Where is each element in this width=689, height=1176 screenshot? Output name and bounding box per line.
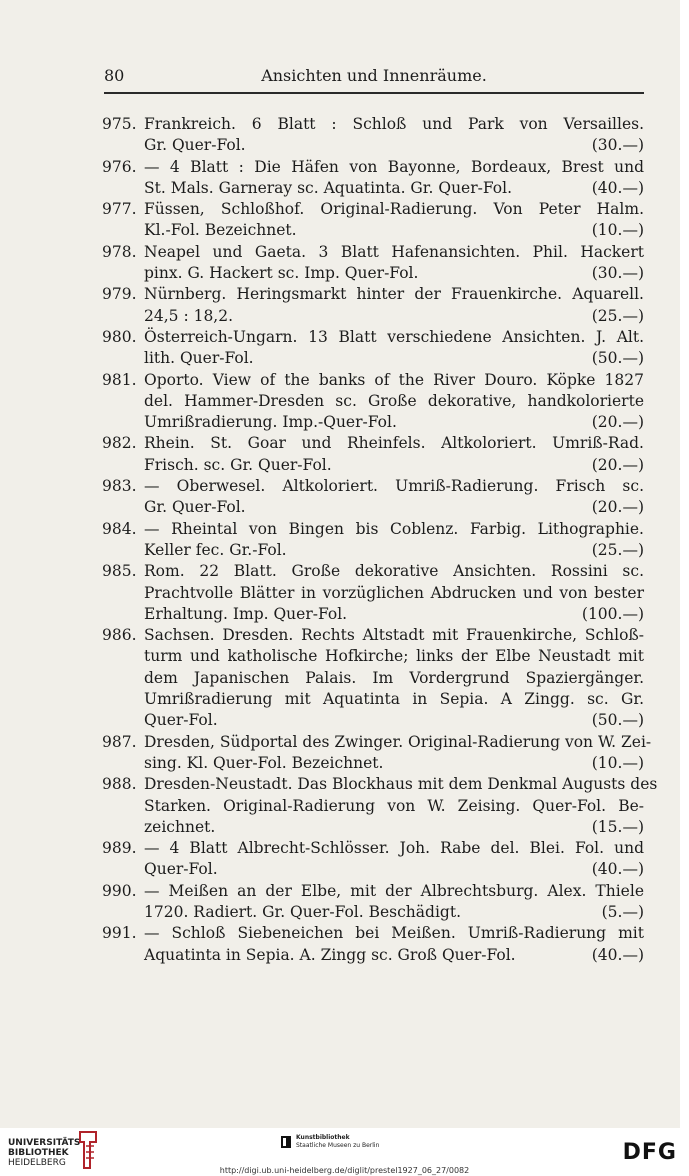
entry-price: (100.—) [581, 604, 644, 623]
page-number: 80 [104, 66, 125, 85]
entry-price: (10.—) [591, 221, 644, 240]
entry-price: (40.—) [591, 178, 644, 197]
entry-last-line [144, 604, 644, 625]
entry-line: Umrißradierung mit Aquatinta in Sepia. A Zingg. sc. Gr. [144, 690, 644, 709]
entry-line: — Schloß Siebeneichen bei Meißen. Umriß-Radierung mit [144, 924, 644, 943]
entry-number: 984. [102, 519, 137, 538]
entry-line: Rom. 22 Blatt. Große dekorative Ansichten. Rossini sc. [144, 562, 644, 581]
entry-price: (25.—) [591, 306, 644, 325]
uni-logo-line1: UNIVERSITÄTS- [8, 1138, 85, 1148]
entry-price: (5.—) [601, 902, 644, 921]
entry-last-line [144, 710, 644, 731]
source-url[interactable]: http://digi.ub.uni-heidelberg.de/diglit/prestel1927_06_27/0082 [219, 1166, 470, 1175]
entry-last-text: Umrißradierung. Imp.-Quer-Fol. [144, 413, 397, 432]
header-rule [104, 92, 644, 94]
entry-price: (25.—) [591, 540, 644, 559]
entry-line: Rhein. St. Goar und Rheinfels. Altkoloriert. Umriß-Rad. [144, 434, 644, 453]
catalog-entry [102, 881, 644, 924]
catalog-entry [102, 732, 652, 775]
entry-number: 978. [102, 242, 137, 261]
entry-last-line [144, 412, 644, 433]
catalog-entry [102, 284, 644, 327]
entry-last-text: Frisch. sc. Gr. Quer-Fol. [144, 455, 332, 474]
entry-last-line [144, 540, 644, 561]
entry-last-line [144, 135, 644, 156]
entry-line: Prachtvolle Blätter in vorzüglichen Abdrucken und von bester [144, 583, 644, 602]
entry-line: Oporto. View of the banks of the River Douro. Köpke 1827 [144, 370, 644, 389]
entry-line: Starken. Original-Radierung von W. Zeising. Quer-Fol. Be- [144, 796, 644, 815]
uni-logo-line2: BIBLIOTHEK [8, 1148, 69, 1158]
entry-line: Frankreich. 6 Blatt : Schloß und Park von Versailles. [144, 115, 644, 133]
entry-last-line [144, 220, 644, 241]
entry-number: 981. [102, 370, 137, 389]
entry-last-text: Quer-Fol. [144, 711, 218, 730]
entry-price: (20.—) [591, 413, 644, 432]
page-header [104, 66, 644, 92]
entry-last-text: Quer-Fol. [144, 860, 218, 879]
entry-number: 975. [102, 115, 137, 133]
entry-number: 979. [102, 285, 137, 304]
entry-price: (40.—) [591, 860, 644, 879]
catalog-entry [102, 114, 644, 157]
entry-number: 977. [102, 200, 137, 219]
catalog-entry [102, 370, 644, 434]
entry-number: 983. [102, 477, 137, 496]
kb-logo-line1: Kunstbibliothek [296, 1134, 350, 1141]
entry-line: Füssen, Schloßhof. Original-Radierung. Von Peter Halm. [144, 200, 644, 219]
entry-last-line [144, 263, 644, 284]
entry-last-text: Gr. Quer-Fol. [144, 136, 246, 155]
entry-line: — 4 Blatt : Die Häfen von Bayonne, Bordeaux, Brest und [144, 157, 644, 176]
running-title: Ansichten und Innenräume. [261, 66, 487, 85]
entry-number: 980. [102, 327, 137, 346]
entry-number: 989. [102, 839, 137, 858]
footer-bar [0, 1128, 689, 1176]
university-library-logo [8, 1138, 84, 1168]
entry-line: — 4 Blatt Albrecht-Schlösser. Joh. Rabe del. Blei. Fol. und [144, 839, 644, 858]
catalog-entry [102, 625, 644, 731]
entry-line: Nürnberg. Heringsmarkt hinter der Frauenkirche. Aquarell. [144, 285, 644, 304]
entry-number: 988. [102, 775, 137, 794]
entry-number: 982. [102, 434, 137, 453]
entry-last-text: sing. Kl. Quer-Fol. Bezeichnet. [144, 753, 384, 772]
entry-number: 991. [102, 924, 137, 943]
entry-last-text: Keller fec. Gr.-Fol. [144, 540, 287, 559]
entry-price: (15.—) [591, 817, 644, 836]
entry-price: (50.—) [591, 711, 644, 730]
entry-last-line [144, 348, 644, 369]
entry-last-line [144, 497, 644, 518]
entry-price: (20.—) [591, 455, 644, 474]
entry-line: — Meißen an der Elbe, mit der Albrechtsburg. Alex. Thiele [144, 881, 644, 900]
catalog-entry [102, 519, 644, 562]
entry-price: (50.—) [591, 349, 644, 368]
entry-number: 985. [102, 562, 137, 581]
entry-last-line [144, 945, 644, 966]
entry-last-line [144, 178, 644, 199]
entry-last-text: St. Mals. Garneray sc. Aquatinta. Gr. Quer-Fol. [144, 178, 512, 197]
entry-line: — Oberwesel. Altkoloriert. Umriß-Radierung. Frisch sc. [144, 477, 644, 496]
entry-price: (40.—) [591, 945, 644, 964]
entry-line: Neapel und Gaeta. 3 Blatt Hafenansichten. Phil. Hackert [144, 242, 644, 261]
entry-line: Österreich-Ungarn. 13 Blatt verschiedene Ansichten. J. Alt. [144, 327, 644, 346]
entry-price: (30.—) [591, 264, 644, 283]
entry-line: dem Japanischen Palais. Im Vordergrund Spaziergänger. [144, 668, 644, 687]
catalog-entry [102, 923, 644, 966]
entry-last-text: 1720. Radiert. Gr. Quer-Fol. Beschädigt. [144, 902, 461, 921]
entry-number: 986. [102, 626, 137, 645]
entry-last-line [144, 455, 644, 476]
entry-line: Dresden, Südportal des Zwinger. Original-Radierung von W. Zei- [144, 732, 652, 751]
catalog-entry [102, 561, 644, 625]
entry-last-text: pinx. G. Hackert sc. Imp. Quer-Fol. [144, 264, 419, 283]
entry-number: 976. [102, 157, 137, 176]
entry-price: (10.—) [591, 753, 644, 772]
entry-last-text: zeichnet. [144, 817, 216, 836]
entry-line: del. Hammer-Dresden sc. Große dekorative, handkolorierte [144, 391, 644, 410]
catalog-entry [102, 327, 644, 370]
entry-last-text: 24,5 : 18,2. [144, 306, 234, 325]
entry-line: turm und katholische Hofkirche; links der Elbe Neustadt mit [144, 647, 644, 666]
entry-number: 987. [102, 732, 137, 751]
catalog-entry [102, 838, 644, 881]
dfg-logo: DFG [622, 1140, 677, 1165]
entry-line: Dresden-Neustadt. Das Blockhaus mit dem Denkmal Augusts des [144, 775, 658, 794]
catalog-entry [102, 199, 644, 242]
entry-price: (20.—) [591, 498, 644, 517]
kunstbibliothek-mark-icon [280, 1134, 292, 1150]
kunstbibliothek-logo [296, 1134, 379, 1150]
catalog-entry [102, 242, 644, 285]
uni-logo-line3: HEIDELBERG [8, 1158, 66, 1168]
entry-last-line [144, 306, 644, 327]
catalog-entry [102, 774, 658, 838]
entry-line: Sachsen. Dresden. Rechts Altstadt mit Frauenkirche, Schloß- [144, 626, 644, 645]
kb-logo-line2: Staatliche Museen zu Berlin [296, 1142, 380, 1149]
catalog-entry [102, 433, 644, 476]
entry-price: (30.—) [591, 136, 644, 155]
entry-last-text: Gr. Quer-Fol. [144, 498, 246, 517]
entry-last-line [144, 902, 644, 923]
catalog-entry [102, 157, 644, 200]
uni-heidelberg-mark-icon [76, 1130, 100, 1170]
entry-last-text: Kl.-Fol. Bezeichnet. [144, 221, 297, 240]
entry-last-line [144, 817, 644, 838]
entry-line: — Rheintal von Bingen bis Coblenz. Farbig. Lithographie. [144, 519, 644, 538]
entry-last-line [144, 859, 644, 880]
catalog-entry [102, 476, 644, 519]
entry-number: 990. [102, 881, 137, 900]
catalog-entries [102, 114, 658, 966]
entry-last-text: Erhaltung. Imp. Quer-Fol. [144, 604, 348, 623]
entry-last-text: lith. Quer-Fol. [144, 349, 254, 368]
entry-last-text: Aquatinta in Sepia. A. Zingg sc. Groß Quer-Fol. [144, 945, 516, 964]
entry-last-line [144, 753, 644, 774]
